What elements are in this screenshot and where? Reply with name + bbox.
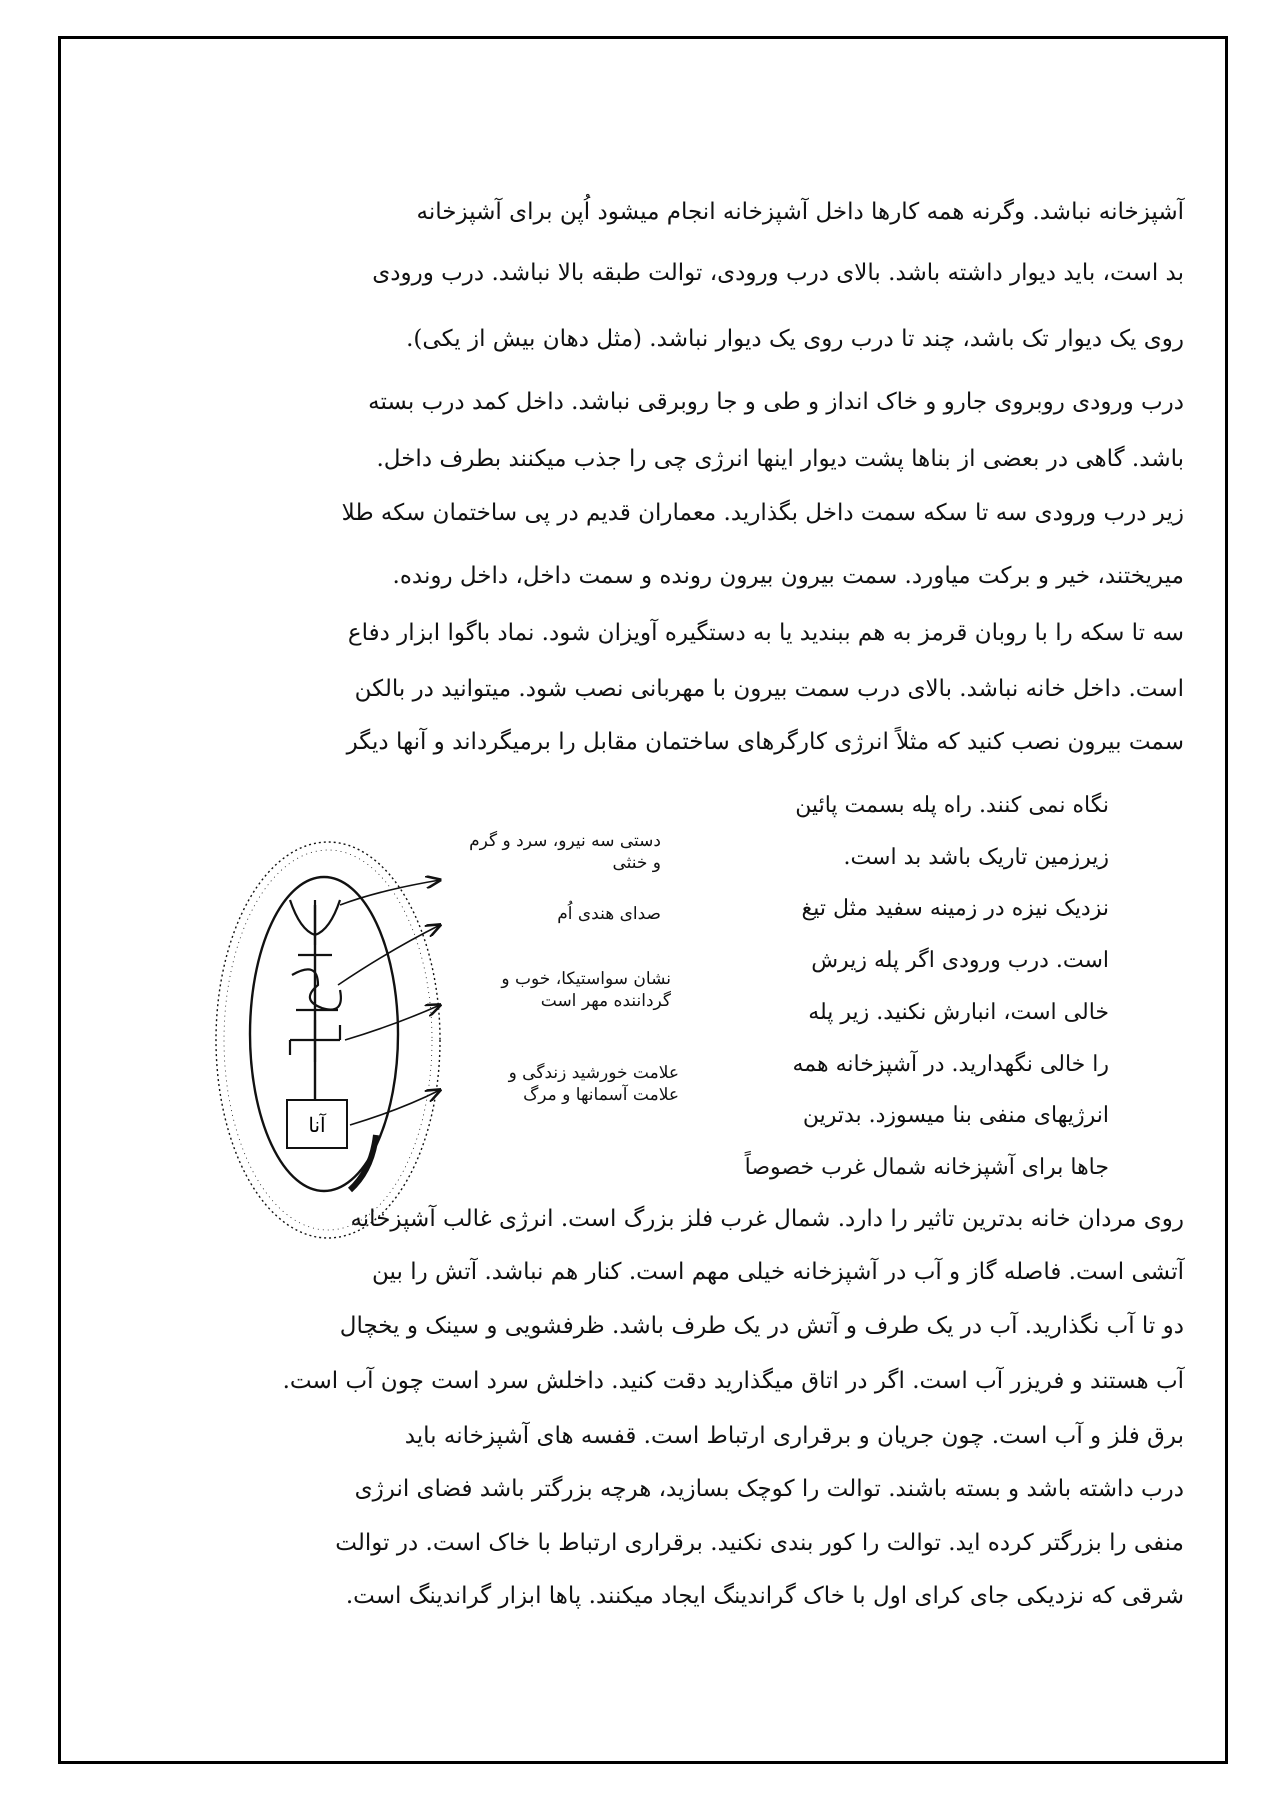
text-line: آشپزخانه نباشد. وگرنه همه کارها داخل آشپزخانه انجام میشود اُپن برای آشپزخانه <box>416 199 1184 225</box>
arrow-3 <box>345 1005 440 1040</box>
text-line: جاها برای آشپزخانه شمال غرب خصوصاً <box>744 1155 1109 1180</box>
text-line: دو تا آب نگذارید. آب در یک طرف و آتش در یک طرف باشد. ظرفشویی و سینک و یخچال <box>339 1313 1184 1339</box>
text-line: برق فلز و آب است. چون جریان و برقراری ارتباط است. قفسه های آشپزخانه باید <box>404 1423 1184 1449</box>
text-line: درب ورودی روبروی جارو و خاک انداز و طی و جا روبرقی نباشد. داخل کمد درب بسته <box>368 389 1184 415</box>
text-line: باشد. گاهی در بعضی از بناها پشت دیوار اینها انرژی چی را جذب میکنند بطرف داخل. <box>376 446 1184 472</box>
text-line: است. داخل خانه نباشد. بالای درب سمت بیرون با مهربانی نصب شود. میتوانید در بالکن <box>354 676 1184 702</box>
text-line: را خالی نگهدارید. در آشپزخانه همه <box>792 1052 1109 1077</box>
text-line: نزدیک نیزه در زمینه سفید مثل تیغ <box>801 896 1109 921</box>
text-line: روی یک دیوار تک باشد، چند تا درب روی یک دیوار نباشد. (مثل دهان بیش از یکی). <box>406 326 1184 352</box>
text-line: میریختند، خیر و برکت میاورد. سمت بیرون بیرون رونده و سمت داخل، داخل رونده. <box>392 563 1184 589</box>
text-line: زیرزمین تاریک باشد بد است. <box>843 845 1109 870</box>
text-line: سه تا سکه را با روبان قرمز به هم ببندید یا به دستگیره آویزان شود. نماد باگوا ابزار دفاع <box>347 620 1184 646</box>
om-symbol <box>292 969 341 1010</box>
shaded-edge <box>350 1135 376 1190</box>
text-line: روی مردان خانه بدترین تاثیر را دارد. شمال غرب فلز بزرگ است. انرژی غالب آشپزخانه <box>350 1206 1184 1232</box>
text-line: است. درب ورودی اگر پله زیرش <box>811 948 1109 973</box>
text-line: منفی را بزرگتر کرده اید. توالت را کور بندی نکنید. برقراری ارتباط با خاک است. در توالت <box>335 1530 1184 1556</box>
text-line: خالی است، انبارش نکنید. زیر پله <box>808 1000 1109 1025</box>
text-line: شرقی که نزدیکی جای کرای اول با خاک گراندینگ ایجاد میکنند. پاها ابزار گراندینگ است. <box>345 1583 1184 1609</box>
swastika-symbol <box>290 1020 340 1062</box>
text-line: درب داشته باشد و بسته باشند. توالت را کوچک بسازید، هرچه بزرگتر باشد فضای انرژی <box>354 1476 1184 1502</box>
glyph-text: آنا <box>308 1113 326 1137</box>
diagram-label: دستی سه نیرو، سرد و گرم و خنثی <box>469 831 661 873</box>
text-line: آتشی است. فاصله گاز و آب در آشپزخانه خیلی مهم است. کنار هم نباشد. آتش را بین <box>372 1259 1184 1285</box>
arrow-4 <box>350 1090 440 1125</box>
diagram-label: علامت خورشید زندگی و علامت آسمانها و مرگ <box>508 1063 679 1105</box>
text-line: آب هستند و فریزر آب است. اگر در اتاق میگذارید دقت کنید. داخلش سرد است چون آب است. <box>282 1368 1184 1394</box>
text-line: سمت بیرون نصب کنید که مثلاً انرژی کارگرهای ساختمان مقابل را برمیگرداند و آنها دیگر <box>346 729 1184 755</box>
text-line: بد است، باید دیوار داشته باشد. بالای درب ورودی، توالت طبقه بالا نباشد. درب ورودی <box>372 260 1184 286</box>
diagram-label: نشان سواستیکا، خوب و گرداننده مهر است <box>501 969 671 1011</box>
diagram-label: صدای هندی اُم <box>557 904 661 924</box>
text-line: زیر درب ورودی سه تا سکه سمت داخل بگذارید. معماران قدیم در پی ساختمان سکه طلا <box>341 500 1184 526</box>
text-line: انرژیهای منفی بنا میسوزد. بدترین <box>802 1103 1109 1128</box>
text-line: نگاه نمی کنند. راه پله بسمت پائین <box>795 793 1109 818</box>
